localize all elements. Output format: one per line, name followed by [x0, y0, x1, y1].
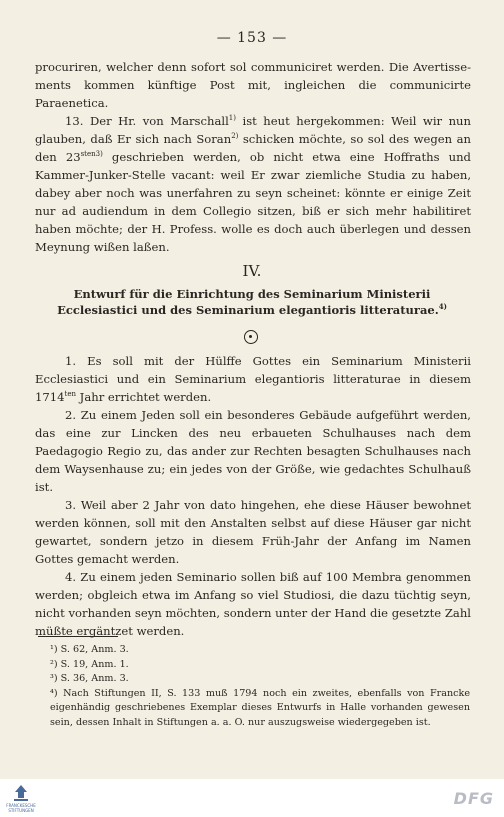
footnote-ref-1: 1) — [228, 114, 236, 123]
svg-text:FRANCKESCHE: FRANCKESCHE — [6, 803, 36, 808]
svg-text:STIFTUNGEN: STIFTUNGEN — [8, 808, 34, 813]
footnote-2: ²) S. 19, Anm. 1. — [50, 658, 129, 670]
section-number: IV. — [242, 262, 262, 280]
paragraph-1: 1. Es soll mit der Hülffe Gottes ein Seminarium Ministerii Ecclesiastici und ein Seminarium elegantioris litteraturae in diesem $1714^{ten}$ Jahr errichtet werden. — [35, 354, 471, 404]
footnote-ref-2: 2) — [231, 132, 239, 141]
franckesche-stiftungen-logo-icon — [8, 782, 34, 814]
body-text-top — [35, 58, 471, 256]
footnote-4: ⁴) Nach Stiftungen II, S. 133 muß 1794 noch ein zweites, ebenfalls von Francke eigenhändig geschriebenes Exemplar dieses Entwurfs in Halle vorhanden gewesen sein, dessen Inhalt in Stiftungen a. a. O. nur auszugsweise wiedergegeben ist. — [50, 687, 470, 728]
paragraph-continuation: procuriren, welcher denn sofort sol communiciret werden. Die Avertisse- ments kommen künftige Post mit, ingleichen die communicirte Paraenetica. — [35, 60, 471, 110]
paragraph-13: 13. Der Hr. von Marschall$^{1)}$ ist heut hergekommen: Weil wir nun glauben, daß Er sich nach Soran$^{2)}$ schicken möchte, so sol des wegen an den $23^{sten3)}$ geschrieben werden, ob nicht etwa eine Hoffraths und Kammer-Junker-Stelle vacant: weil Er zwar ziemliche Studia zu haben, dabey aber noch was unerfahren zu seyn scheinet: könnte er einige Zeit nur ad audiendum in dem Collegio sitzen, biß er sich mehr habilitiret haben möchte; der H. Profess. wolle es doch auch überlegen und dessen Meynung wißen laßen. — [35, 114, 471, 254]
page-number: — 153 — — [216, 30, 288, 46]
ornament-circle-icon — [244, 330, 258, 344]
footnote-ref-4: 4) — [438, 302, 447, 312]
footnote-1: ¹) S. 62, Anm. 3. — [50, 644, 129, 655]
paragraph-4: 4. Zu einem jeden Seminario sollen biß auf 100 Membra genommen werden; obgleich etwa im Anfang so viel Studiosi, die dazu tüchtig seyn, nicht vorhanden seyn möchten, sondern unter der Hand die gesetzte Zahl müßte ergäntzet werden. — [35, 570, 471, 638]
paragraph-3: 3. Weil aber 2 Jahr von dato hingehen, ehe diese Häuser bewohnet werden können, soll mit den Anstalten selbst auf diese Häuser gar nicht gewartet, sondern jetzo in diesem Früh-Jahr der Anfang im Namen Gottes gemacht werden. — [35, 498, 471, 566]
footnote-divider — [38, 636, 118, 637]
dfg-logo: DFG — [453, 789, 494, 808]
footer-bar — [0, 779, 504, 817]
section-heading: Entwurf für die Einrichtung des Seminarium Ministerii Ecclesiastici und des Seminarium elegantioris litteraturae.$^{4)}$ — [57, 287, 447, 317]
footnote-3: ³) S. 36, Anm. 3. — [50, 673, 129, 684]
footnote-ref-3: 3) — [95, 150, 103, 159]
footnotes — [50, 643, 470, 730]
body-text-main — [35, 352, 471, 640]
paragraph-2: 2. Zu einem Jeden soll ein besonderes Gebäude aufgeführt werden, das eine zur Lincken des neu erbaueten Schulhauses nach dem Paedagogio Regio zu, das ander zur Rechten besagten Schulhauses nach dem Waysenhause zu; ein jedes von der Größe, wie gedachtes Schulhauß ist. — [35, 408, 471, 494]
